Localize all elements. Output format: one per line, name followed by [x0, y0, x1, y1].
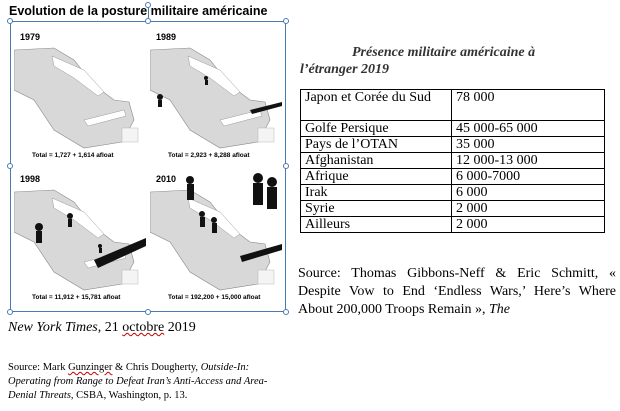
- table-row: [301, 137, 605, 153]
- map-graphic: [150, 30, 282, 165]
- table-row: [301, 121, 605, 137]
- troops-table: [300, 89, 605, 233]
- figure-source-title: Outside-In: Operating from Range to Defeat Iran’s Anti-Access and Area-Denial Threats: [8, 362, 268, 401]
- table-row: [301, 90, 605, 121]
- source-date-month: octobre: [122, 320, 165, 335]
- source-journal: The: [488, 302, 510, 317]
- map-year: 1979: [20, 32, 41, 42]
- figure-source: [8, 361, 293, 403]
- table-cell-count: 12 000-13 000: [452, 153, 605, 169]
- table-row: [301, 169, 605, 185]
- table-cell-place: Pays de l’OTAN: [301, 137, 452, 153]
- resize-handle[interactable]: [283, 163, 289, 169]
- map-panel: [150, 30, 282, 165]
- figure-source-mid: & Chris Dougherty,: [112, 362, 201, 373]
- table-cell-count: 2 000: [452, 201, 605, 217]
- table-row: [301, 185, 605, 201]
- table-cell-place: Syrie: [301, 201, 452, 217]
- table-title: [300, 44, 600, 78]
- source-journal-cont: New York Times: [8, 320, 98, 335]
- source-citation-end: [8, 320, 196, 336]
- map-total: Total = 1,727 + 1,614 afloat: [32, 152, 114, 159]
- resize-handle[interactable]: [7, 309, 13, 315]
- resize-handle[interactable]: [283, 309, 289, 315]
- table-cell-count: 35 000: [452, 137, 605, 153]
- table-title-line1: Présence militaire américaine à: [352, 45, 536, 60]
- table-row: [301, 201, 605, 217]
- figure-source-prefix: Source: Mark: [8, 362, 69, 373]
- figure-source-author: Gunzinger: [68, 362, 113, 373]
- map-year: 1998: [20, 174, 41, 184]
- map-total: Total = 2,923 + 8,288 afloat: [168, 152, 250, 159]
- source-date-year: 2019: [164, 320, 196, 335]
- table-title-line2: l’étranger 2019: [300, 62, 390, 77]
- resize-handle[interactable]: [145, 18, 151, 24]
- table-cell-place: Japon et Corée du Sud: [301, 90, 452, 121]
- table-cell-count: 78 000: [452, 90, 605, 121]
- table-cell-place: Afrique: [301, 169, 452, 185]
- source-date-prefix: , 21: [97, 320, 123, 335]
- source-citation: [298, 265, 616, 319]
- map-year: 1989: [156, 32, 177, 42]
- figure-title: Evolution de la posture militaire américaine: [9, 4, 268, 18]
- table-cell-place: Irak: [301, 185, 452, 201]
- map-panel: [150, 172, 282, 307]
- map-graphic: [150, 172, 282, 307]
- table-cell-count: 6 000-7000: [452, 169, 605, 185]
- table-row: [301, 153, 605, 169]
- table-cell-place: Golfe Persique: [301, 121, 452, 137]
- map-panel: [14, 30, 146, 165]
- source-text: Source: Thomas Gibbons-Neff & Eric Schmitt, « Despite Vow to End ‘Endless Wars,’ Here’s Where About 200,000 Troops Remain »,: [298, 266, 616, 317]
- table-cell-count: 45 000-65 000: [452, 121, 605, 137]
- table-cell-count: 2 000: [452, 217, 605, 233]
- map-year: 2010: [156, 174, 177, 184]
- resize-handle[interactable]: [7, 18, 13, 24]
- map-total: Total = 192,200 + 15,000 afloat: [168, 294, 261, 301]
- table-cell-count: 6 000: [452, 185, 605, 201]
- table-cell-place: Ailleurs: [301, 217, 452, 233]
- resize-handle[interactable]: [7, 163, 13, 169]
- map-panel: [14, 172, 146, 307]
- map-graphic: [14, 172, 146, 307]
- map-graphic: [14, 30, 146, 165]
- map-total: Total = 11,912 + 15,781 afloat: [32, 294, 121, 301]
- table-cell-place: Afghanistan: [301, 153, 452, 169]
- table-row: [301, 217, 605, 233]
- figure-source-suffix: , CSBA, Washington, p. 13.: [70, 390, 188, 401]
- resize-handle[interactable]: [283, 18, 289, 24]
- resize-handle[interactable]: [145, 309, 151, 315]
